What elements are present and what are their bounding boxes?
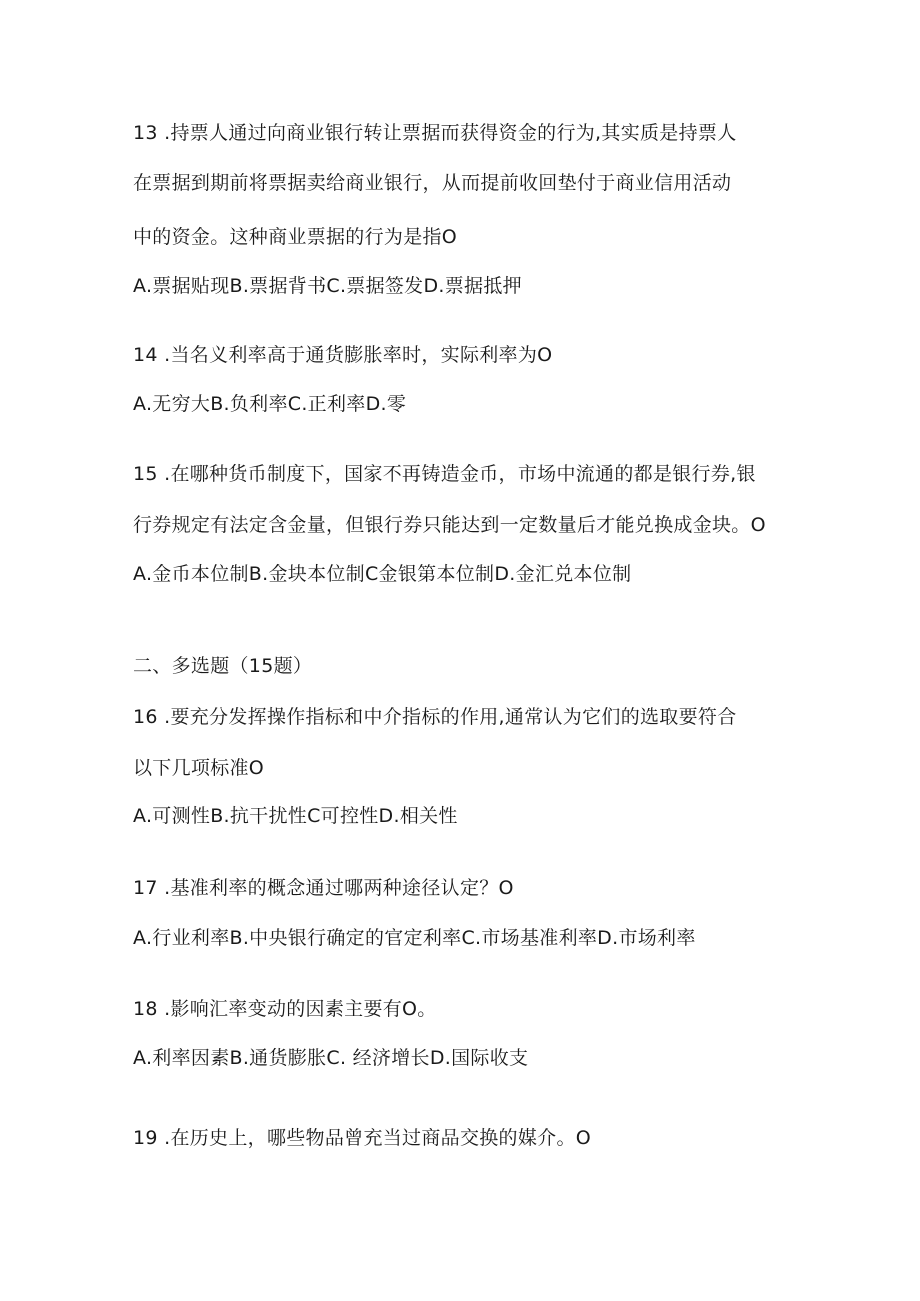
section-heading: 二、多选题（15题）	[133, 655, 313, 677]
question-14-text: 14 .当名义利率高于通货膨胀率时，实际利率为O	[133, 344, 553, 366]
question-15-line-2: 行券规定有法定含金量，但银行券只能达到一定数量后才能兑换成金块。O	[133, 514, 766, 536]
question-16-line-2: 以下几项标准O	[133, 757, 265, 779]
question-16-options: A.可测性B.抗干扰性C可控性D.相关性	[133, 805, 458, 827]
question-15-line-1: 15 .在哪种货币制度下，国家不再铸造金币，市场中流通的都是银行券,银	[133, 463, 756, 485]
question-18-text: 18 .影响汇率变动的因素主要有O。	[133, 998, 437, 1020]
question-13-line-2: 在票据到期前将票据卖给商业银行，从而提前收回垫付于商业信用活动	[133, 172, 732, 194]
question-16-line-1: 16 .要充分发挥操作指标和中介指标的作用,通常认为它们的选取要符合	[133, 706, 737, 728]
question-14-options: A.无穷大B.负利率C.正利率D.零	[133, 393, 407, 415]
question-17-text: 17 .基准利率的概念通过哪两种途径认定？O	[133, 877, 514, 899]
question-13-options: A.票据贴现B.票据背书C.票据签发D.票据抵押	[133, 275, 522, 297]
question-13-line-1: 13 .持票人通过向商业银行转让票据而获得资金的行为,其实质是持票人	[133, 122, 737, 144]
question-15-options: A.金币本位制B.金块本位制C金银第本位制D.金汇兑本位制	[133, 563, 632, 585]
question-18-options: A.利率因素B.通货膨胀C. 经济增长D.国际收支	[133, 1047, 529, 1069]
question-13-line-3: 中的资金。这种商业票据的行为是指O	[133, 226, 458, 248]
question-19-text: 19 .在历史上，哪些物品曾充当过商品交换的媒介。O	[133, 1127, 592, 1149]
question-17-options: A.行业利率B.中央银行确定的官定利率C.市场基准利率D.市场利率	[133, 927, 696, 949]
